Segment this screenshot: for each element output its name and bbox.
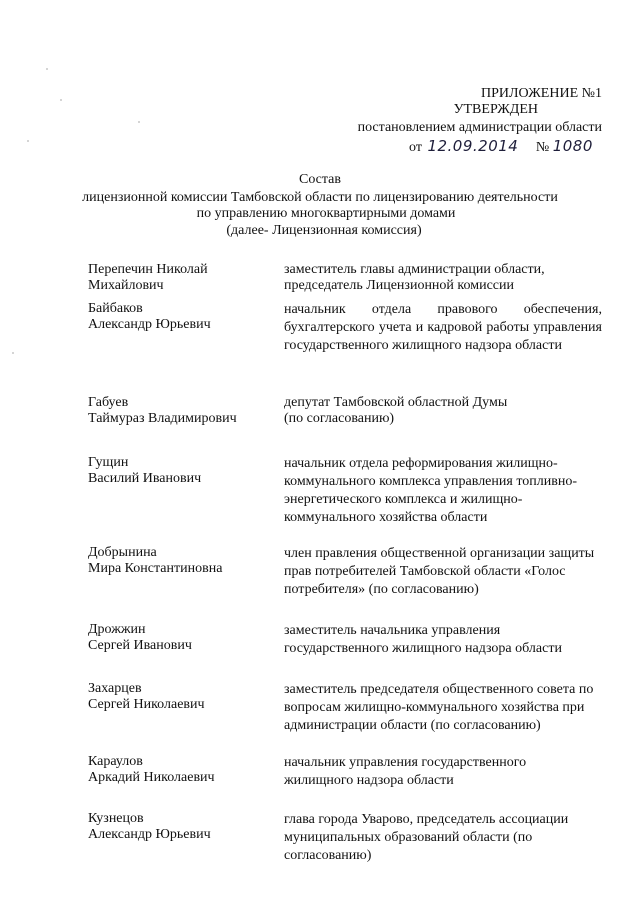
- member-surname: Караулов: [88, 754, 143, 769]
- approval-date-line: [409, 138, 593, 156]
- member-position: начальник управления государственного жилищного надзора области: [284, 755, 527, 788]
- member-surname: Захарцев: [88, 681, 142, 696]
- member-position: депутат Тамбовской областной Думы (по согласованию): [284, 395, 508, 426]
- member-surname: Перепечин Николай: [88, 262, 208, 277]
- heading-line-3: (далее- Лицензионная комиссия): [226, 223, 422, 238]
- member-name: [88, 811, 278, 843]
- member-name: [88, 681, 278, 713]
- approval-by: постановлением администрации области: [357, 120, 602, 135]
- member-surname: Кузнецов: [88, 811, 144, 826]
- member-name: [88, 262, 278, 294]
- handwritten-date: 12.09.2014: [427, 137, 519, 155]
- member-name: [88, 455, 278, 487]
- member-position: начальник отдела реформирования жилищно-коммунального комплекса управления топливно-энергетического комплекса и жилищно-коммунального хозяйства области: [284, 456, 577, 525]
- member-surname: Гущин: [88, 455, 129, 470]
- handwritten-number: 1080: [552, 137, 593, 155]
- heading-line-1: лицензионной комиссии Тамбовской области по лицензированию деятельности: [82, 190, 558, 205]
- scan-speck: [60, 99, 62, 101]
- member-given-names: Таймураз Владимирович: [88, 411, 237, 426]
- date-prefix: от: [409, 140, 422, 155]
- member-given-names: Александр Юрьевич: [88, 317, 211, 332]
- member-given-names: Михайлович: [88, 278, 164, 293]
- member-surname: Дрожжин: [88, 622, 146, 637]
- scan-speck: [27, 140, 29, 142]
- member-given-names: Сергей Иванович: [88, 638, 192, 653]
- member-name: [88, 301, 278, 333]
- approval-approved: УТВЕРЖДЕН: [453, 102, 538, 117]
- member-position: заместитель председателя общественного совета по вопросам жилищно-коммунального хозяйства при администрации области (по согласованию): [284, 682, 594, 733]
- member-surname: Габуев: [88, 395, 129, 410]
- member-given-names: Александр Юрьевич: [88, 827, 211, 842]
- member-surname: Добрынина: [88, 545, 157, 560]
- heading-line-2: по управлению многоквартирными домами: [196, 206, 456, 221]
- member-position: заместитель начальника управления государственного жилищного надзора области: [284, 623, 562, 656]
- member-name: [88, 395, 278, 427]
- member-name: [88, 545, 278, 577]
- heading-title: Состав: [298, 172, 341, 187]
- member-position: начальник отдела правового обеспечения, бухгалтерского учета и кадровой работы управления государственного жилищного надзора области: [284, 302, 602, 353]
- member-name: [88, 622, 278, 654]
- scan-speck: [12, 352, 14, 354]
- member-name: [88, 754, 278, 786]
- member-position: глава города Уварово, председатель ассоциации муниципальных образований области (по согласованию): [284, 812, 569, 863]
- scan-speck: [46, 68, 48, 70]
- member-position: член правления общественной организации защиты прав потребителей Тамбовской области «Голос потребителя» (по согласованию): [284, 546, 595, 597]
- member-given-names: Мира Константиновна: [88, 561, 223, 576]
- member-surname: Байбаков: [88, 301, 143, 316]
- member-given-names: Василий Иванович: [88, 471, 202, 486]
- scan-speck: [138, 121, 140, 123]
- member-given-names: Аркадий Николаевич: [88, 770, 215, 785]
- member-given-names: Сергей Николаевич: [88, 697, 205, 712]
- approval-appendix: ПРИЛОЖЕНИЕ №1: [481, 86, 602, 101]
- number-prefix: №: [535, 140, 550, 155]
- member-position: заместитель главы администрации области, председатель Лицензионной комиссии: [284, 262, 545, 293]
